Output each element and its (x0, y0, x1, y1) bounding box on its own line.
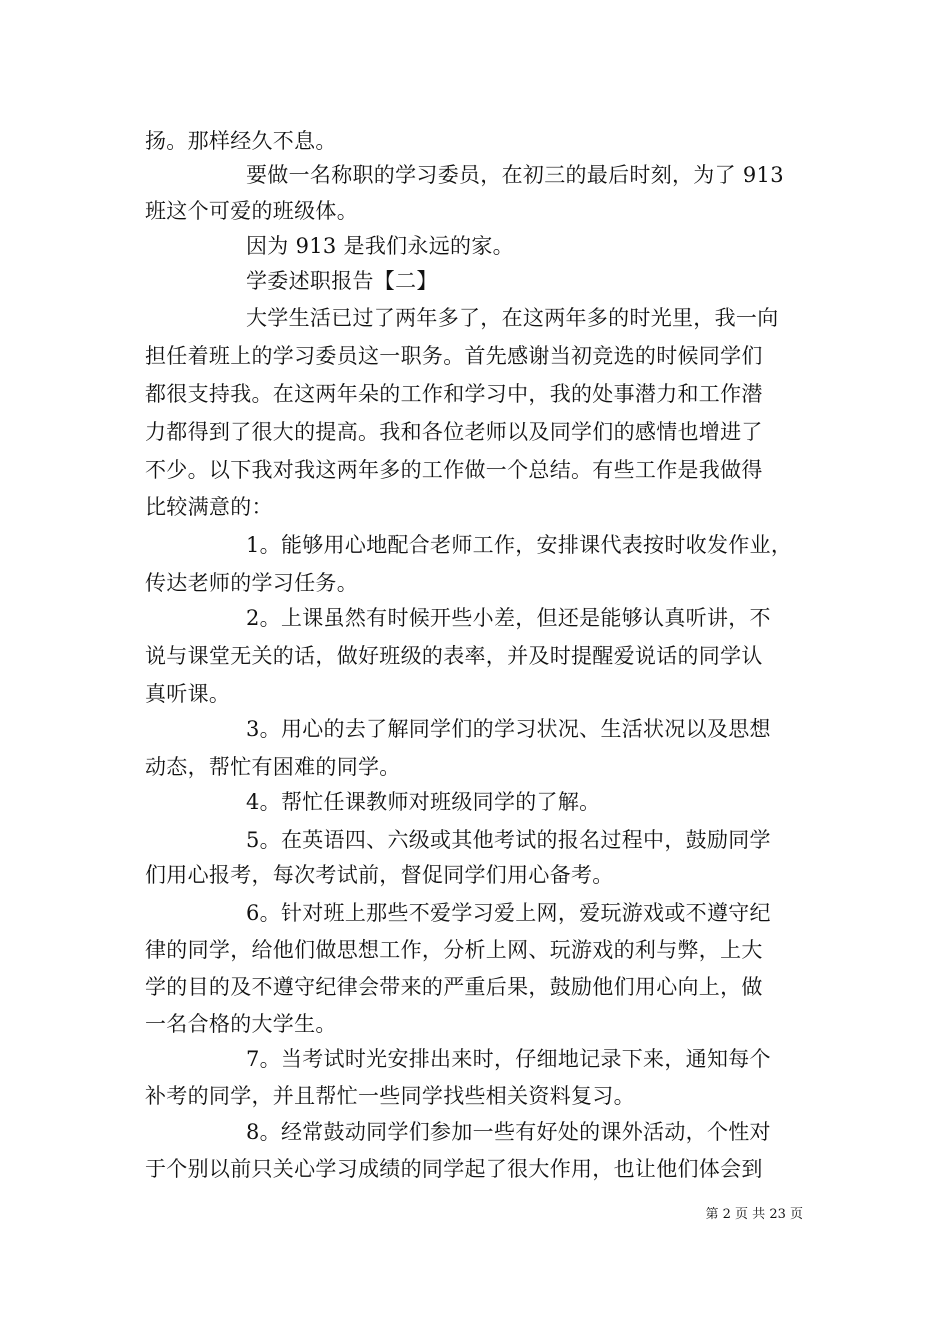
text-line: 不少。以下我对我这两年多的工作做一个总结。有些工作是我做得 (145, 458, 763, 482)
text-line: 补考的同学，并且帮忙一些同学找些相关资料复习。 (145, 1084, 635, 1108)
text-line: 8。经常鼓动同学们参加一些有好处的课外活动，个性对 (246, 1120, 771, 1144)
text-line: 传达老师的学习任务。 (145, 571, 358, 595)
section-heading: 学委述职报告【二】 (246, 269, 438, 293)
page-number: 第 2 页 共 23 页 (705, 1207, 803, 1222)
text-line: 于个别以前只关心学习成绩的同学起了很大作用，也让他们体会到 (145, 1157, 763, 1181)
text-line: 学的目的及不遵守纪律会带来的严重后果，鼓励他们用心向上，做 (145, 975, 763, 999)
text-line: 3。用心的去了解同学们的学习状况、生活状况以及思想 (246, 717, 771, 741)
text-line: 力都得到了很大的提高。我和各位老师以及同学们的感情也增进了 (145, 420, 763, 444)
text-line: 真听课。 (145, 682, 231, 706)
text-line: 比较满意的： (145, 495, 273, 519)
text-line: 都很支持我。在这两年朵的工作和学习中，我的处事潜力和工作潜 (145, 382, 763, 406)
text-line: 班这个可爱的班级体。 (145, 199, 358, 223)
text-line: 因为 913 是我们永远的家。 (246, 234, 514, 258)
text-line: 说与课堂无关的话，做好班级的表率，并及时提醒爱说话的同学认 (145, 644, 763, 668)
text-line: 7。当考试时光安排出来时，仔细地记录下来，通知每个 (246, 1047, 771, 1071)
text-line: 担任着班上的学习委员这一职务。首先感谢当初竞选的时候同学们 (145, 344, 763, 368)
text-line: 们用心报考，每次考试前，督促同学们用心备考。 (145, 863, 614, 887)
text-line: 6。针对班上那些不爱学习爱上网，爱玩游戏或不遵守纪 (246, 901, 771, 925)
text-line: 一名合格的大学生。 (145, 1012, 337, 1036)
text-line: 4。帮忙任课教师对班级同学的了解。 (246, 790, 601, 814)
text-line: 2。上课虽然有时候开些小差，但还是能够认真听讲，不 (246, 606, 771, 630)
text-line: 要做一名称职的学习委员，在初三的最后时刻，为了 913 (246, 163, 784, 187)
text-line: 扬。那样经久不息。 (145, 129, 337, 153)
text-line: 大学生活已过了两年多了，在这两年多的时光里，我一向 (246, 306, 779, 330)
text-line: 动态，帮忙有困难的同学。 (145, 755, 401, 779)
text-line: 5。在英语四、六级或其他考试的报名过程中，鼓励同学 (246, 828, 771, 852)
text-line: 律的同学，给他们做思想工作，分析上网、玩游戏的利与弊，上大 (145, 938, 763, 962)
text-line: 1。能够用心地配合老师工作，安排课代表按时收发作业， (246, 533, 793, 557)
